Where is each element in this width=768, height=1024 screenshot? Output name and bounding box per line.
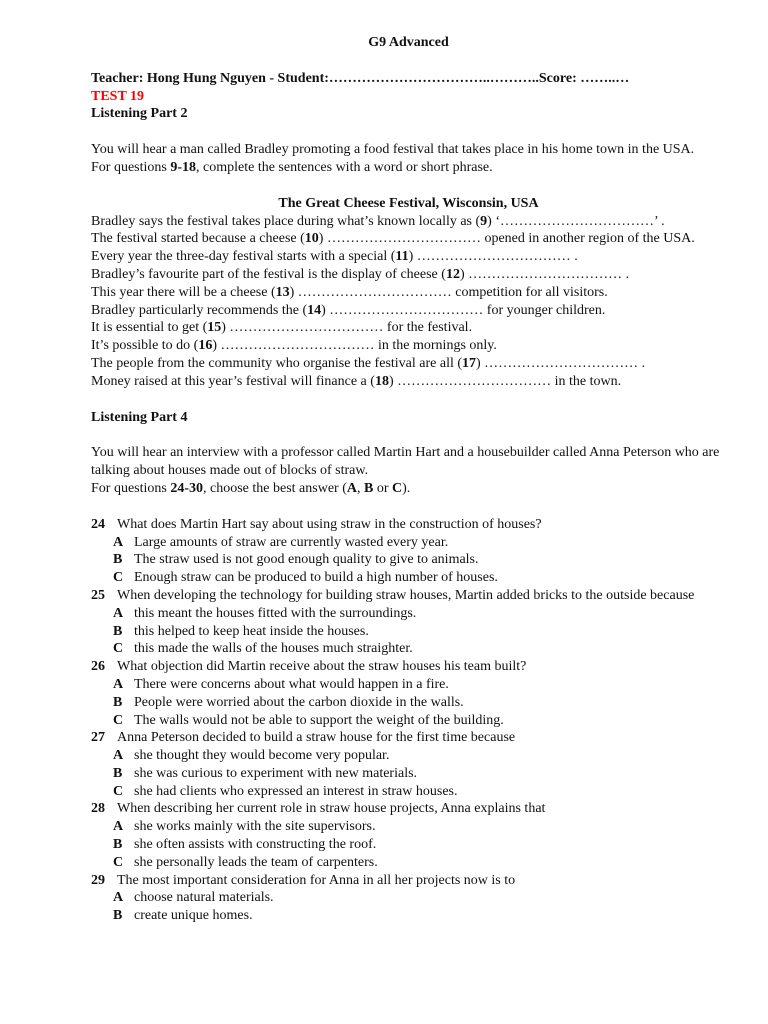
sentence-item: This year there will be a cheese (13) …………………………… competition for all visitors.	[91, 284, 608, 300]
answer-option[interactable]: A she thought they would become very popular.	[113, 748, 390, 764]
answer-option[interactable]: B The straw used is not good enough quality to give to animals.	[113, 552, 479, 568]
answer-option[interactable]: A she works mainly with the site supervisors.	[113, 819, 376, 835]
sentence-item: Money raised at this year’s festival will finance a (18) …………………………… in the town.	[91, 373, 622, 389]
question: 24 What does Martin Hart say about using straw in the construction of houses?	[91, 516, 542, 532]
answer-option[interactable]: B People were worried about the carbon dioxide in the walls.	[113, 694, 464, 710]
question: 27 Anna Peterson decided to build a straw house for the first time because	[91, 730, 516, 746]
answer-option[interactable]: A choose natural materials.	[113, 890, 274, 906]
sentence-item: The festival started because a cheese (10) …………………………… opened in another region of the USA.	[91, 231, 695, 247]
worksheet-page	[91, 34, 726, 925]
test-label: TEST 19	[91, 88, 145, 104]
question: 28 When describing her current role in straw house projects, Anna explains that	[91, 801, 546, 817]
question: 26 What objection did Martin receive about the straw houses his team built?	[91, 659, 527, 675]
section-title-part4: Listening Part 4	[91, 409, 188, 425]
answer-option[interactable]: A this meant the houses fitted with the surroundings.	[113, 605, 417, 621]
sentence-item: It is essential to get (15) …………………………… for the festival.	[91, 320, 473, 336]
sentence-item: Every year the three-day festival starts with a special (11) …………………………… .	[91, 249, 578, 265]
sentence-item: Bradley’s favourite part of the festival is the display of cheese (12) …………………………… .	[91, 266, 630, 282]
page-title: G9 Advanced	[368, 35, 449, 50]
answer-option[interactable]: C this made the walls of the houses much straighter.	[113, 641, 413, 657]
question: 29 The most important consideration for Anna in all her projects now is to	[91, 872, 516, 888]
sentence-list	[91, 213, 726, 391]
part4-instructions: For questions 24-30, choose the best answer (A, B or C).	[91, 480, 411, 496]
sentence-item: The people from the community who organise the festival are all (17) …………………………… .	[91, 355, 646, 371]
festival-heading: The Great Cheese Festival, Wisconsin, USA	[278, 195, 539, 211]
part2-intro: You will hear a man called Bradley promoting a food festival that takes place in his home town in the USA.	[91, 142, 695, 158]
answer-option[interactable]: C she personally leads the team of carpenters.	[113, 854, 378, 870]
answer-option[interactable]: A There were concerns about what would happen in a fire.	[113, 676, 449, 692]
answer-option[interactable]: C The walls would not be able to support the weight of the building.	[113, 712, 504, 728]
answer-option[interactable]: B she often assists with constructing the roof.	[113, 837, 377, 853]
question-list	[91, 516, 726, 925]
part4-intro: You will hear an interview with a professor called Martin Hart and a housebuilder called Anna Peterson who are talking about houses made out of blocks of straw.	[91, 445, 720, 479]
question: 25 When developing the technology for building straw houses, Martin added bricks to the outside because	[91, 587, 695, 603]
answer-option[interactable]: B create unique homes.	[113, 908, 253, 924]
answer-option[interactable]: B she was curious to experiment with new materials.	[113, 765, 418, 781]
sentence-item: It’s possible to do (16) …………………………… in the mornings only.	[91, 338, 497, 354]
answer-option[interactable]: A Large amounts of straw are currently wasted every year.	[113, 534, 449, 550]
part2-instructions: For questions 9-18, complete the sentences with a word or short phrase.	[91, 159, 493, 175]
sentence-item: Bradley says the festival takes place during what’s known locally as (9) ‘……………………………’ .	[91, 213, 665, 229]
answer-option[interactable]: C Enough straw can be produced to build a high number of houses.	[113, 570, 498, 586]
teacher-student-line: Teacher: Hong Hung Nguyen - Student:……………………………..………..Score: ……..…	[91, 70, 630, 86]
answer-option[interactable]: C she had clients who expressed an interest in straw houses.	[113, 783, 458, 799]
answer-option[interactable]: B this helped to keep heat inside the houses.	[113, 623, 369, 639]
sentence-item: Bradley particularly recommends the (14) …………………………… for younger children.	[91, 302, 606, 318]
section-title-part2: Listening Part 2	[91, 106, 188, 122]
